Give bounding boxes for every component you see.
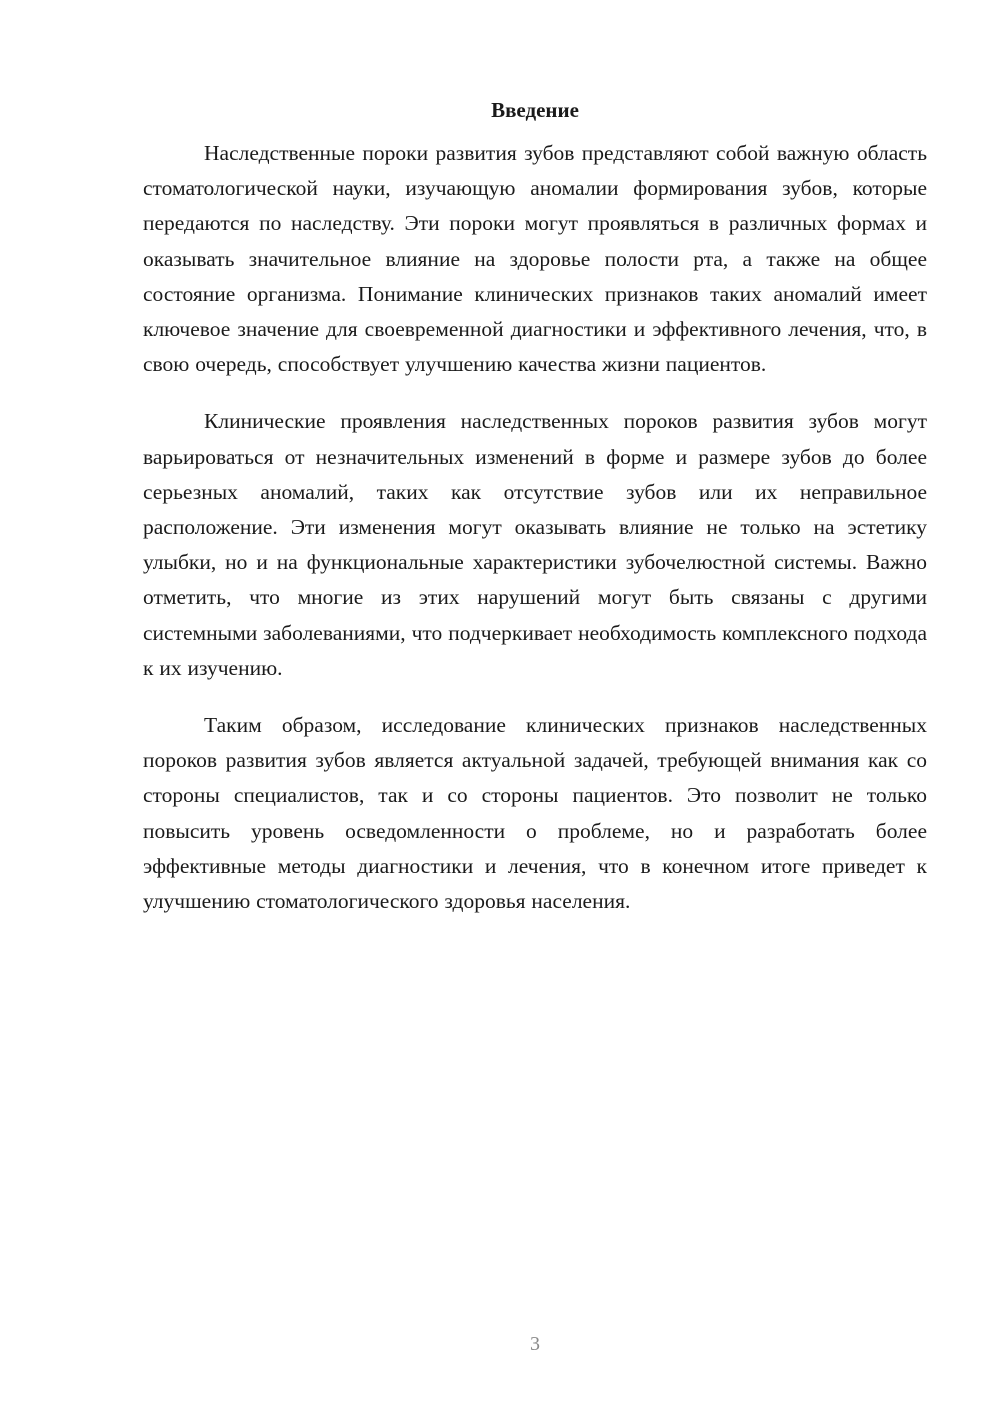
paragraph-2: Клинические проявления наследственных пороков развития зубов могут варьироваться от незначительных изменений в форме и размере зубов до более серьезных аномалий, таких как отсутствие зубов или их неправильное расположение. Эти изменения могут оказывать влияние не только на эстетику улыбки, но и на функциональные характеристики зубочелюстной системы. Важно отметить, что многие из этих нарушений могут быть связаны с другими системными заболеваниями, что подчеркивает необходимость комплексного подхода к их изучению.: [143, 409, 927, 680]
paragraph-1: Наследственные пороки развития зубов представляют собой важную область стоматологической науки, изучающую аномалии формирования зубов, которые передаются по наследству. Эти пороки могут проявляться в различных формах и оказывать значительное влияние на здоровье полости рта, а также на общее состояние организма. Понимание клинических признаков таких аномалий имеет ключевое значение для своевременной диагностики и эффективного лечения, что, в свою очередь, способствует улучшению качества жизни пациентов.: [143, 141, 927, 377]
paragraph-3: Таким образом, исследование клинических признаков наследственных пороков развития зубов является актуальной задачей, требующей внимания как со стороны специалистов, так и со стороны пациентов. Это позволит не только повысить уровень осведомленности о проблеме, но и разработать более эффективные методы диагностики и лечения, что в конечном итоге приведет к улучшению стоматологического здоровья населения.: [143, 713, 927, 914]
section-title: Введение: [491, 98, 579, 122]
page-content: [143, 95, 927, 941]
page-number: 3: [530, 1333, 540, 1355]
